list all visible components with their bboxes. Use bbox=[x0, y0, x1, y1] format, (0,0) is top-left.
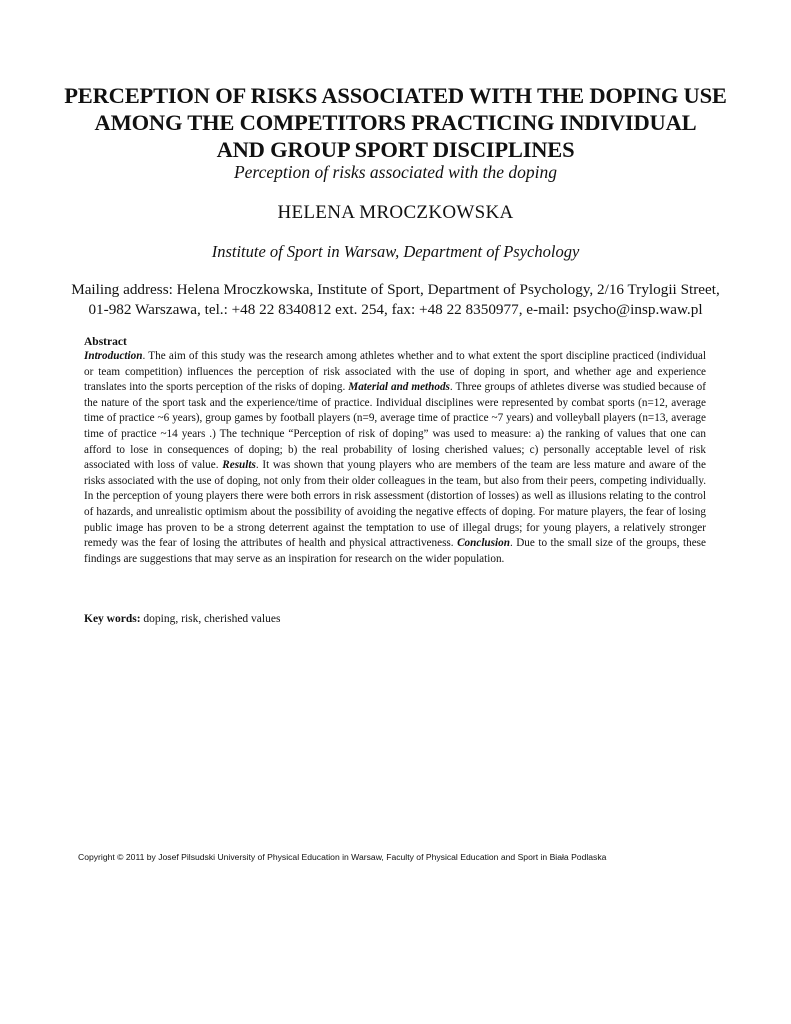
author-affiliation: Institute of Sport in Warsaw, Department of Psychology bbox=[211, 242, 580, 261]
keywords-text: doping, risk, cherished values bbox=[140, 613, 281, 625]
mailing-address bbox=[40, 280, 751, 320]
abstract-results-text: . It was shown that young players who are members of the team are less mature and aware of the risks associated with the use of doping, not only from their older colleagues in the team, but also from their peers, competing individually. In the perception of young players there were both errors in risk assessment (distortion of losses) as well as illusions relating to the control of hazards, and unrealistic optimism about the possibility of avoiding the negative effects of doping. For mature players, the fear of losing public image has proven to be a strong deterrent against the temptation to use of illegal drugs; for young players, a relatively stronger remedy was the fear of losing the attributes of health and physical attractiveness. bbox=[84, 459, 706, 550]
title-line-2: AMONG THE COMPETITORS PRACTICING INDIVIDUAL bbox=[94, 110, 697, 135]
title-line-1: PERCEPTION OF RISKS ASSOCIATED WITH THE DOPING USE bbox=[64, 83, 727, 108]
paper-title bbox=[40, 82, 751, 163]
keywords bbox=[84, 612, 280, 627]
author-name: HELENA MROCZKOWSKA bbox=[277, 202, 514, 223]
abstract-conclusion-label: Conclusion bbox=[457, 537, 510, 550]
abstract-methods-text: . Three groups of athletes diverse was studied because of the nature of the sport task and the experience/time of practice. Individual disciplines were represented by combat sports (n=12, average time of practice ~6 years), group games by football players (n=9, average time of practice ~7 years) and volleyball players (n=13, average time of practice ~14 years .) The technique “Perception of risk of doping” was used to measure: a) the ranking of values that one can afford to lose in consequences of doping; b) the real probability of losing cherished values; c) personally acceptable level of risk associated with loss of value. bbox=[84, 381, 706, 472]
running-title: Perception of risks associated with the doping bbox=[233, 162, 558, 182]
abstract-intro-text: . The aim of this study was the research among athletes whether and to what extent the sport discipline practiced (individual or team competition) influences the perception of risk associated with the use of doping in sport, and whether age and experience translates into the sports perception of the risks of doping. bbox=[84, 350, 706, 394]
keywords-label: Key words: bbox=[84, 613, 141, 625]
title-line-3: AND GROUP SPORT DISCIPLINES bbox=[216, 137, 575, 162]
abstract-heading: Abstract bbox=[84, 336, 127, 348]
abstract-body bbox=[84, 349, 706, 567]
abstract-methods-label: Material and methods bbox=[348, 381, 450, 394]
abstract-conclusion-text: . Due to the small size of the groups, these findings are suggestions that may serve as an inspiration for research on the wider population. bbox=[84, 537, 706, 565]
abstract-results-label: Results bbox=[222, 459, 256, 472]
mailing-line-1: Mailing address: Helena Mroczkowska, Institute of Sport, Department of Psychology, 2/16 Trylogii Street, bbox=[71, 281, 720, 298]
copyright-notice: Copyright © 2011 by Josef Pilsudski University of Physical Education in Warsaw, Faculty of Physical Education and Sport in Biała Podlaska bbox=[78, 852, 607, 862]
abstract-intro-label: Introduction bbox=[84, 350, 143, 362]
mailing-line-2: 01-982 Warszawa, tel.: +48 22 8340812 ext. 254, fax: +48 22 8350977, e-mail: psycho@insp.waw.pl bbox=[88, 301, 703, 318]
